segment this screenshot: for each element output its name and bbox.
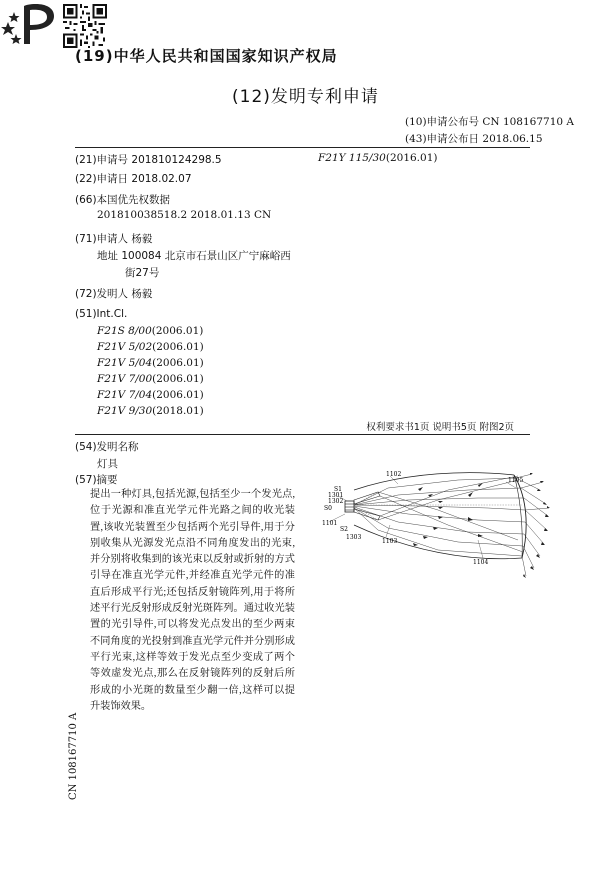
ipc-year: (2006.01) [151, 325, 204, 337]
application-date: (22)申请日 2018.02.07 [75, 173, 192, 185]
classification-code: F21Y 115/30 [318, 152, 386, 164]
abstract-label: (57)摘要 [75, 474, 118, 486]
abstract-text: 提出一种灯具,包括光源,包括至少一个发光点,位于光源和准直光学元件光路之间的收光装置,该收光装置至少包括两个光引导件,用于分别收集从光源发光点沿不同角度发出的光束,并分别将收集到的该光束以反射或折射的方式引导在准直光学元件,并经准直光学元件的准直后形成平行光;还包括反射镜阵列,用于将所述平行光反射形成反射光斑阵列。通过收光装置的光引导件,可以将发光点发出的至少两束不同角度的光投射到准直光学元件并分别形成平行光束,这样等效于发光点至少变成了两个等效虚发光点,那么在反射镜阵列的反射后所形成的小光斑的数量至少翻一倍,这样可以提升装饰效果。 [90, 489, 295, 712]
figure-label: 1103 [382, 538, 398, 545]
ipc-code: F21V 5/02 [97, 341, 153, 353]
ipc-entry [97, 341, 204, 353]
header-divider [75, 147, 530, 148]
ipc-year: (2006.01) [152, 389, 204, 401]
ipc-code: F21V 9/30 [97, 405, 153, 417]
ipc-year: (2006.01) [152, 357, 204, 369]
figure-label: 1102 [386, 471, 402, 478]
classification-field [318, 152, 437, 164]
ipc-year: (2006.01) [152, 373, 204, 385]
int-cl-label: (51)Int.Cl. [75, 308, 128, 320]
qr-code-icon [63, 4, 107, 48]
ipc-entry [97, 405, 204, 417]
document-type: (12)发明专利申请 [232, 87, 379, 107]
side-publication-number: CN 108167710 A [68, 712, 79, 800]
address-line-2: 街27号 [125, 267, 160, 279]
abstract-figure [318, 470, 550, 580]
figure-label: S1 [334, 486, 342, 493]
priority-label: (66)本国优先权数据 [75, 194, 171, 206]
invention-title: 灯具 [97, 458, 118, 470]
office-emblem-icon [0, 0, 58, 48]
page-count-summary: 权利要求书1页 说明书5页 附图2页 [366, 422, 514, 433]
figure-label: 1303 [346, 534, 362, 541]
ipc-entry [97, 389, 204, 401]
classification-year: (2016.01) [385, 152, 438, 164]
ipc-entry [97, 325, 203, 337]
office-header: (19)中华人民共和国国家知识产权局 [75, 47, 338, 65]
figure-label: S0 [324, 505, 332, 512]
title-label: (54)发明名称 [75, 441, 139, 453]
applicant: (71)申请人 杨毅 [75, 233, 153, 245]
address-line-1: 地址 100084 北京市石景山区广宁麻峪西 [97, 250, 291, 262]
publication-date: (43)申请公布日 2018.06.15 [405, 133, 543, 145]
figure-label: 1105 [508, 477, 524, 484]
ipc-year: (2018.01) [152, 405, 204, 417]
figure-label: 1301 [328, 492, 344, 499]
ipc-entry [97, 373, 204, 385]
inventor: (72)发明人 杨毅 [75, 288, 153, 300]
ipc-code: F21V 7/04 [97, 389, 153, 401]
ipc-code: F21V 5/04 [97, 357, 153, 369]
figure-label: 1101 [322, 520, 338, 527]
priority-value: 201810038518.2 2018.01.13 CN [97, 209, 272, 221]
figure-label: S2 [340, 526, 348, 533]
ipc-year: (2006.01) [152, 341, 204, 353]
ipc-code: F21V 7/00 [97, 373, 153, 385]
publication-number: (10)申请公布号 CN 108167710 A [405, 116, 574, 128]
ipc-entry [97, 357, 204, 369]
section-divider [75, 434, 530, 435]
application-number: (21)申请号 201810124298.5 [75, 154, 222, 166]
figure-label: 1104 [473, 559, 489, 566]
ipc-code: F21S 8/00 [97, 325, 152, 337]
figure-label: 1302 [328, 498, 344, 505]
